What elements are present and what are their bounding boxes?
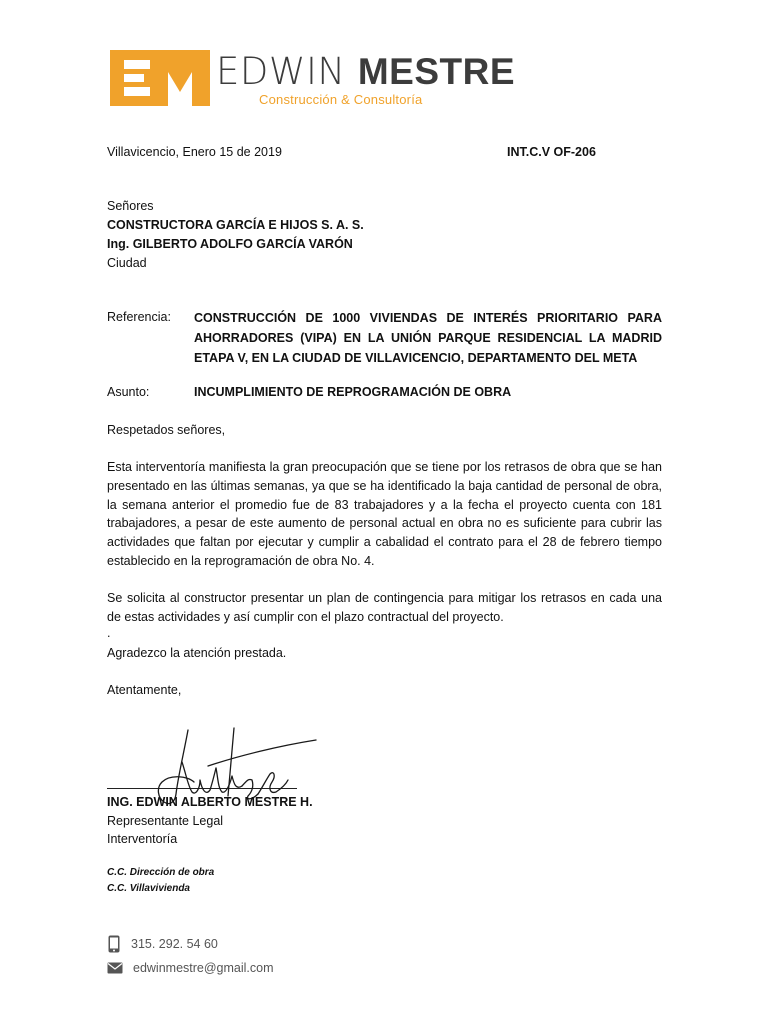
cc-line-1: C.C. Dirección de obra bbox=[107, 867, 215, 878]
phone-number: 315. 292. 54 60 bbox=[131, 937, 218, 951]
greeting: Respetados señores, bbox=[107, 423, 226, 437]
brand-name: EDWIN MESTRE bbox=[216, 50, 515, 93]
cc-line-2: C.C. Villavivienda bbox=[107, 883, 190, 894]
thanks-line: Agradezco la atención prestada. bbox=[107, 646, 287, 660]
contact-phone bbox=[107, 935, 218, 953]
email-icon bbox=[107, 962, 123, 974]
body-paragraph-2: Se solicita al constructor presentar un plan de contingencia para mitigar los retrasos en cada una de estas actividades y así cumplir con el plazo contractual del proyecto. bbox=[107, 591, 662, 624]
subject-label: Asunto: bbox=[107, 385, 150, 399]
body-paragraph-1: Esta interventoría manifiesta la gran preocupación que se tiene por los retrasos de obra que se han presentado en las últimas semanas, ya que se ha identificado la baja cantidad de personal de obra, la semana anterior el promedio fue de 83 trabajadores y a la fecha el proyecto cuenta con 181 trabajadores, a pesar de este aumento de personal actual en obra no es suficiente para cubrir las actividades que faltan por ejecutar y cumplir a cabalidad el contrato para el 28 de febrero tiempo establecido en la reprogramación de obra No. 4. bbox=[107, 460, 662, 568]
place-date: Villavicencio, Enero 15 de 2019 bbox=[107, 145, 282, 159]
em-logo-icon bbox=[110, 50, 210, 106]
subject-text: INCUMPLIMIENTO DE REPROGRAMACIÓN DE OBRA bbox=[194, 385, 512, 399]
recipient-company: CONSTRUCTORA GARCÍA E HIJOS S. A. S. bbox=[107, 218, 364, 232]
signer-role: Representante Legal bbox=[107, 814, 224, 828]
closing: Atentamente, bbox=[107, 683, 182, 697]
reference-text: CONSTRUCCIÓN DE 1000 VIVIENDAS DE INTERÉS PRIORITARIO PARA AHORRADORES (VIPA) EN LA UNIÓN PARQUE RESIDENCIAL LA MADRID ETAPA V, EN LA CIUDAD DE VILLAVICENCIO, DEPARTAMENTO DEL META bbox=[194, 311, 662, 365]
company-logo bbox=[110, 50, 515, 112]
signer-organization: Interventoría bbox=[107, 832, 178, 846]
stray-dot: . bbox=[107, 626, 111, 640]
brand-tagline: Construcción & Consultoría bbox=[259, 92, 423, 107]
contact-email bbox=[107, 961, 274, 975]
email-address[interactable]: edwinmestre@gmail.com bbox=[133, 961, 274, 975]
recipient-person: Ing. GILBERTO ADOLFO GARCÍA VARÓN bbox=[107, 237, 353, 251]
salutation: Señores bbox=[107, 199, 154, 213]
document-code: INT.C.V OF-206 bbox=[507, 145, 596, 159]
signer-name: ING. EDWIN ALBERTO MESTRE H. bbox=[107, 795, 313, 809]
recipient-city: Ciudad bbox=[107, 256, 147, 270]
phone-icon bbox=[107, 935, 121, 953]
reference-label: Referencia: bbox=[107, 310, 171, 324]
